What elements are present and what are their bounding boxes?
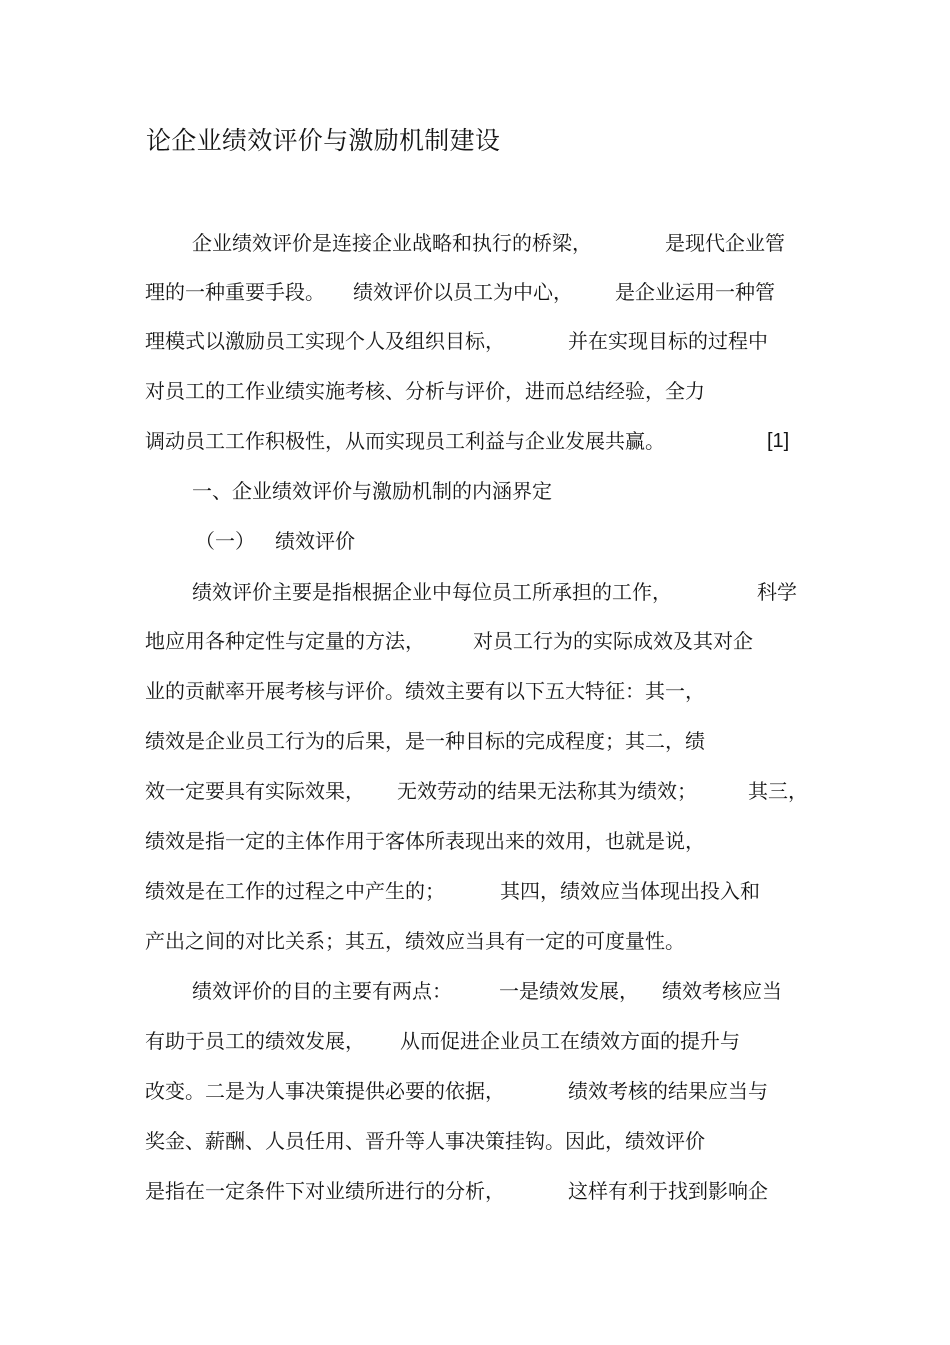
text-run: 并在实现目标的过程中 [568, 329, 768, 353]
text-run: 绩效是企业员工行为的后果，是一种目标的完成程度；其二，绩 [145, 729, 705, 753]
text-run: 科学 [757, 580, 797, 604]
text-run: 产出之间的对比关系；其五，绩效应当具有一定的可度量性。 [145, 929, 685, 953]
text-run: 理的一种重要手段。 [145, 280, 325, 304]
subheading-text: 绩效评价 [275, 529, 355, 553]
text-run: 是企业运用一种管 [615, 280, 775, 304]
text-run: 对员工的工作业绩实施考核、分析与评价，进而总结经验，全力 [145, 379, 705, 403]
text-run: 无效劳动的结果无法称其为绩效； [397, 779, 697, 803]
text-run: 从而促进企业员工在绩效方面的提升与 [400, 1029, 740, 1053]
text-run: 是现代企业管 [665, 231, 785, 255]
subheading-number: （一） [195, 529, 255, 553]
text-run: 效一定要具有实际效果， [145, 779, 365, 803]
text-run: 其三， [748, 779, 808, 803]
text-run: 绩效考核应当 [662, 979, 782, 1003]
text-run: 一是绩效发展， [499, 979, 639, 1003]
text-run: 绩效考核的结果应当与 [568, 1079, 768, 1103]
text-run: 企业绩效评价是连接企业战略和执行的桥梁， [192, 231, 592, 255]
text-run: 调动员工工作积极性，从而实现员工利益与企业发展共赢。 [145, 429, 665, 453]
text-run: 地应用各种定性与定量的方法， [145, 629, 425, 653]
text-run: 绩效是在工作的过程之中产生的； [145, 879, 445, 903]
text-run: 绩效是指一定的主体作用于客体所表现出来的效用，也就是说， [145, 829, 705, 853]
text-run: 绩效评价的目的主要有两点： [192, 979, 452, 1003]
document-title: 论企业绩效评价与激励机制建设 [146, 126, 501, 155]
citation-marker: [1] [767, 430, 790, 452]
text-run: 绩效评价主要是指根据企业中每位员工所承担的工作， [192, 580, 672, 604]
heading-text: 一、企业绩效评价与激励机制的内涵界定 [192, 479, 552, 503]
text-run: 是指在一定条件下对业绩所进行的分析， [145, 1179, 505, 1203]
text-run: 改变。二是为人事决策提供必要的依据， [145, 1079, 505, 1103]
text-run: 对员工行为的实际成效及其对企 [473, 629, 753, 653]
text-run: 奖金、薪酬、人员任用、晋升等人事决策挂钩。因此，绩效评价 [145, 1129, 705, 1153]
text-run: 其四，绩效应当体现出投入和 [500, 879, 760, 903]
text-run: 业的贡献率开展考核与评价。绩效主要有以下五大特征：其一， [145, 679, 705, 703]
text-run: 绩效评价以员工为中心， [353, 280, 573, 304]
text-run: 这样有利于找到影响企 [568, 1179, 768, 1203]
text-run: 理模式以激励员工实现个人及组织目标， [145, 329, 505, 353]
text-run: 有助于员工的绩效发展， [145, 1029, 365, 1053]
